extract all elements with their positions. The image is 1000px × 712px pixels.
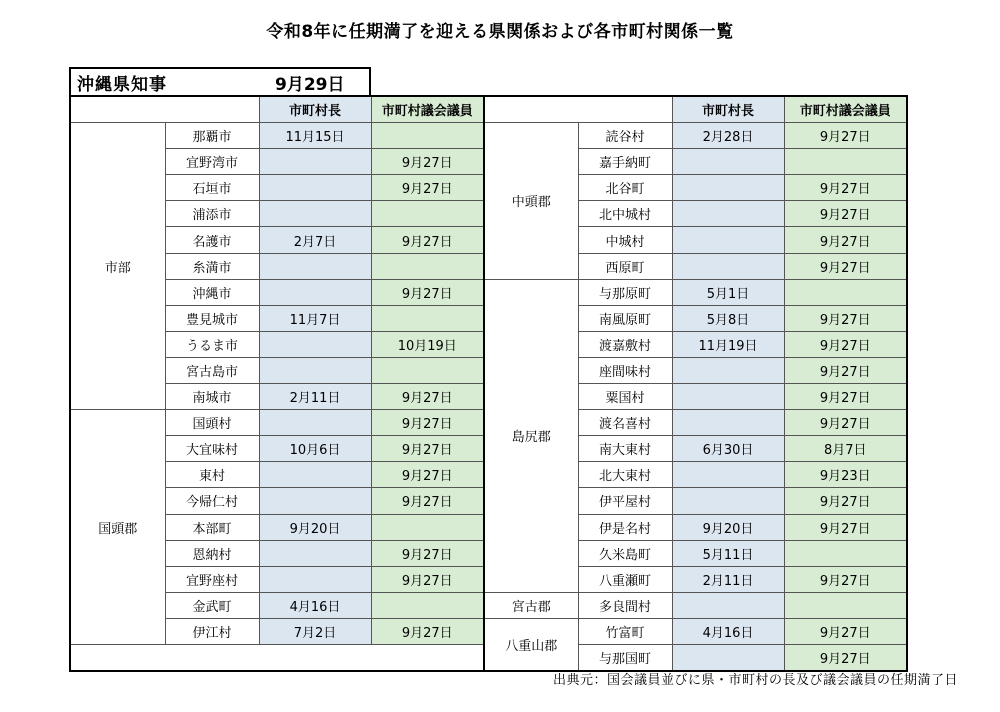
- municipality-name: 伊平屋村: [578, 488, 672, 514]
- council-term-date: 9月27日: [371, 540, 484, 566]
- mayor-term-date: [672, 175, 784, 201]
- council-term-date: 9月27日: [784, 644, 907, 671]
- mayor-term-date: [672, 253, 784, 279]
- mayor-term-date: [259, 331, 371, 357]
- header-mayor-right: 市町村長: [672, 96, 784, 123]
- council-term-date: 9月27日: [784, 384, 907, 410]
- mayor-term-date: [259, 279, 371, 305]
- municipality-name: 渡名喜村: [578, 410, 672, 436]
- council-term-date: 9月27日: [371, 279, 484, 305]
- governor-row: [69, 67, 371, 95]
- municipality-name: うるま市: [165, 331, 259, 357]
- council-term-date: 9月27日: [371, 227, 484, 253]
- council-term-date: 9月27日: [784, 305, 907, 331]
- group-label: 宮古郡: [484, 592, 578, 618]
- municipality-name: 那覇市: [165, 123, 259, 149]
- municipality-name: 八重瀬町: [578, 566, 672, 592]
- municipality-name: 粟国村: [578, 384, 672, 410]
- municipality-name: 与那原町: [578, 279, 672, 305]
- group-label: 島尻郡: [484, 279, 578, 592]
- municipality-name: 久米島町: [578, 540, 672, 566]
- council-term-date: 8月7日: [784, 436, 907, 462]
- mayor-term-date: 9月20日: [259, 514, 371, 540]
- term-expiry-table: [69, 95, 908, 672]
- mayor-term-date: [672, 644, 784, 671]
- header-row: [70, 96, 907, 123]
- council-term-date: [371, 514, 484, 540]
- municipality-name: 北中城村: [578, 201, 672, 227]
- municipality-name: 金武町: [165, 592, 259, 618]
- mayor-term-date: 4月16日: [259, 592, 371, 618]
- mayor-term-date: [672, 227, 784, 253]
- municipality-name: 国頭村: [165, 410, 259, 436]
- council-term-date: 9月23日: [784, 462, 907, 488]
- mayor-term-date: 7月2日: [259, 618, 371, 644]
- municipality-name: 宮古島市: [165, 357, 259, 383]
- council-term-date: 9月27日: [371, 384, 484, 410]
- council-term-date: 9月27日: [371, 488, 484, 514]
- municipality-name: 恩納村: [165, 540, 259, 566]
- council-term-date: [784, 540, 907, 566]
- table-body: [70, 96, 907, 671]
- table-row: [70, 123, 907, 149]
- council-term-date: 9月27日: [371, 149, 484, 175]
- municipality-name: 南大東村: [578, 436, 672, 462]
- header-blank-right: [484, 96, 672, 123]
- council-term-date: 9月27日: [371, 436, 484, 462]
- council-term-date: [784, 149, 907, 175]
- council-term-date: 9月27日: [784, 331, 907, 357]
- mayor-term-date: [672, 462, 784, 488]
- municipality-name: 座間味村: [578, 357, 672, 383]
- group-label: 市部: [70, 123, 165, 410]
- mayor-term-date: [672, 357, 784, 383]
- municipality-name: 大宜味村: [165, 436, 259, 462]
- council-term-date: [784, 592, 907, 618]
- table-row: [70, 618, 907, 644]
- municipality-name: 西原町: [578, 253, 672, 279]
- mayor-term-date: 11月19日: [672, 331, 784, 357]
- mayor-term-date: [259, 462, 371, 488]
- group-label: 中頭郡: [484, 123, 578, 280]
- mayor-term-date: 6月30日: [672, 436, 784, 462]
- header-council-right: 市町村議会議員: [784, 96, 907, 123]
- council-term-date: 9月27日: [784, 410, 907, 436]
- municipality-name: 北谷町: [578, 175, 672, 201]
- mayor-term-date: [259, 566, 371, 592]
- source-note: 出典元：国会議員並びに県・市町村の長及び議会議員の任期満了日: [552, 673, 958, 688]
- mayor-term-date: 11月7日: [259, 305, 371, 331]
- table-row: [70, 279, 907, 305]
- municipality-name: 伊是名村: [578, 514, 672, 540]
- empty-cell: [70, 644, 484, 671]
- council-term-date: 9月27日: [371, 462, 484, 488]
- mayor-term-date: 5月8日: [672, 305, 784, 331]
- council-term-date: [371, 357, 484, 383]
- municipality-name: 与那国町: [578, 644, 672, 671]
- municipality-name: 糸満市: [165, 253, 259, 279]
- municipality-name: 北大東村: [578, 462, 672, 488]
- council-term-date: 9月27日: [784, 123, 907, 149]
- council-term-date: 9月27日: [784, 357, 907, 383]
- council-term-date: [371, 253, 484, 279]
- governor-date: 9月29日: [275, 75, 345, 95]
- mayor-term-date: [672, 384, 784, 410]
- council-term-date: [371, 592, 484, 618]
- municipality-name: 今帰仁村: [165, 488, 259, 514]
- table-row: [70, 592, 907, 618]
- mayor-term-date: 2月28日: [672, 123, 784, 149]
- mayor-term-date: [259, 410, 371, 436]
- municipality-name: 石垣市: [165, 175, 259, 201]
- municipality-name: 渡嘉敷村: [578, 331, 672, 357]
- council-term-date: 9月27日: [784, 201, 907, 227]
- mayor-term-date: [259, 540, 371, 566]
- council-term-date: 9月27日: [784, 488, 907, 514]
- council-term-date: 9月27日: [784, 253, 907, 279]
- council-term-date: [784, 279, 907, 305]
- governor-label: 沖縄県知事: [77, 75, 167, 95]
- mayor-term-date: 2月11日: [672, 566, 784, 592]
- council-term-date: [371, 123, 484, 149]
- municipality-name: 東村: [165, 462, 259, 488]
- council-term-date: 10月19日: [371, 331, 484, 357]
- municipality-name: 南城市: [165, 384, 259, 410]
- mayor-term-date: 9月20日: [672, 514, 784, 540]
- mayor-term-date: [672, 488, 784, 514]
- municipality-name: 浦添市: [165, 201, 259, 227]
- mayor-term-date: [259, 488, 371, 514]
- council-term-date: 9月27日: [371, 175, 484, 201]
- council-term-date: 9月27日: [371, 410, 484, 436]
- mayor-term-date: [672, 201, 784, 227]
- council-term-date: 9月27日: [784, 514, 907, 540]
- municipality-name: 南風原町: [578, 305, 672, 331]
- mayor-term-date: [259, 357, 371, 383]
- mayor-term-date: [672, 149, 784, 175]
- mayor-term-date: [672, 410, 784, 436]
- mayor-term-date: [259, 175, 371, 201]
- municipality-name: 嘉手納町: [578, 149, 672, 175]
- municipality-name: 読谷村: [578, 123, 672, 149]
- council-term-date: 9月27日: [371, 566, 484, 592]
- municipality-name: 宜野座村: [165, 566, 259, 592]
- mayor-term-date: [259, 149, 371, 175]
- municipality-name: 宜野湾市: [165, 149, 259, 175]
- municipality-name: 沖縄市: [165, 279, 259, 305]
- mayor-term-date: 11月15日: [259, 123, 371, 149]
- group-label: 八重山郡: [484, 618, 578, 671]
- council-term-date: 9月27日: [784, 566, 907, 592]
- mayor-term-date: 2月7日: [259, 227, 371, 253]
- mayor-term-date: [259, 253, 371, 279]
- council-term-date: 9月27日: [784, 175, 907, 201]
- mayor-term-date: 5月11日: [672, 540, 784, 566]
- group-label: 国頭郡: [70, 410, 165, 645]
- mayor-term-date: [672, 592, 784, 618]
- mayor-term-date: [259, 201, 371, 227]
- municipality-name: 伊江村: [165, 618, 259, 644]
- mayor-term-date: 5月1日: [672, 279, 784, 305]
- page-title: 令和8年に任期満了を迎える県関係および各市町村関係一覧: [266, 22, 734, 42]
- header-council-left: 市町村議会議員: [371, 96, 484, 123]
- header-blank-left: [70, 96, 259, 123]
- municipality-name: 名護市: [165, 227, 259, 253]
- council-term-date: [371, 305, 484, 331]
- council-term-date: 9月27日: [371, 618, 484, 644]
- municipality-name: 竹富町: [578, 618, 672, 644]
- mayor-term-date: 4月16日: [672, 618, 784, 644]
- council-term-date: 9月27日: [784, 618, 907, 644]
- municipality-name: 本部町: [165, 514, 259, 540]
- council-term-date: 9月27日: [784, 227, 907, 253]
- municipality-name: 中城村: [578, 227, 672, 253]
- council-term-date: [371, 201, 484, 227]
- municipality-name: 多良間村: [578, 592, 672, 618]
- header-mayor-left: 市町村長: [259, 96, 371, 123]
- mayor-term-date: 10月6日: [259, 436, 371, 462]
- municipality-name: 豊見城市: [165, 305, 259, 331]
- mayor-term-date: 2月11日: [259, 384, 371, 410]
